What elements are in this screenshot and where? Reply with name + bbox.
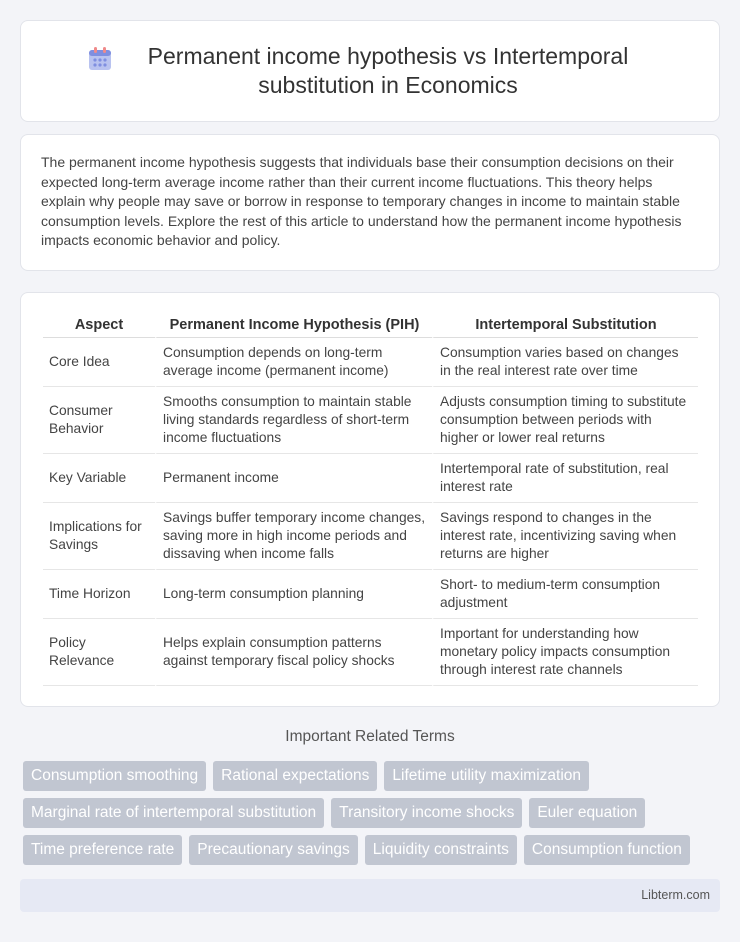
row-aspect: Policy Relevance [43, 619, 155, 686]
header-aspect: Aspect [43, 307, 155, 338]
tag-transitory-income-shocks[interactable]: Transitory income shocks [331, 798, 522, 828]
intro-card [20, 134, 720, 271]
header-intertemporal: Intertemporal Substitution [432, 307, 698, 338]
row-aspect: Time Horizon [43, 570, 155, 619]
row-intertemporal: Important for understanding how monetary policy impacts consumption through interest rate channels [432, 619, 698, 686]
table-row [43, 619, 698, 686]
tag-precautionary-savings[interactable]: Precautionary savings [189, 835, 358, 865]
table-row [43, 387, 698, 454]
row-intertemporal: Short- to medium-term consumption adjustment [432, 570, 698, 619]
row-pih: Savings buffer temporary income changes, saving more in high income periods and dissaving when income falls [155, 503, 432, 570]
row-intertemporal: Adjusts consumption timing to substitute consumption between periods with higher or lower real returns [432, 387, 698, 454]
tag-time-preference-rate[interactable]: Time preference rate [23, 835, 182, 865]
row-aspect: Key Variable [43, 454, 155, 503]
table-header-row [43, 307, 698, 338]
tag-consumption-smoothing[interactable]: Consumption smoothing [23, 761, 206, 791]
row-pih: Helps explain consumption patterns against temporary fiscal policy shocks [155, 619, 432, 686]
header-pih: Permanent Income Hypothesis (PIH) [155, 307, 432, 338]
row-intertemporal: Consumption varies based on changes in the real interest rate over time [432, 338, 698, 387]
table-row [43, 338, 698, 387]
tag-rational-expectations[interactable]: Rational expectations [213, 761, 377, 791]
row-intertemporal: Savings respond to changes in the interest rate, incentivizing saving when returns are higher [432, 503, 698, 570]
related-terms-title: Important Related Terms [285, 728, 455, 745]
tag-euler-equation[interactable]: Euler equation [529, 798, 645, 828]
row-pih: Long-term consumption planning [155, 570, 432, 619]
row-aspect: Consumer Behavior [43, 387, 155, 454]
row-pih: Permanent income [155, 454, 432, 503]
title-card [20, 20, 720, 122]
tag-row [23, 798, 723, 828]
tag-row [23, 835, 723, 865]
table-row [43, 570, 698, 619]
row-intertemporal: Intertemporal rate of substitution, real interest rate [432, 454, 698, 503]
calendar-icon [87, 46, 113, 72]
comparison-table [43, 307, 698, 686]
row-aspect: Implications for Savings [43, 503, 155, 570]
row-aspect: Core Idea [43, 338, 155, 387]
table-row [43, 454, 698, 503]
footer [20, 879, 720, 912]
tag-consumption-function[interactable]: Consumption function [524, 835, 690, 865]
tag-liquidity-constraints[interactable]: Liquidity constraints [365, 835, 517, 865]
tag-lifetime-utility-maximization[interactable]: Lifetime utility maximization [384, 761, 589, 791]
row-pih: Smooths consumption to maintain stable living standards regardless of short-term income fluctuations [155, 387, 432, 454]
tag-row [23, 761, 723, 791]
table-row [43, 503, 698, 570]
comparison-card [20, 292, 720, 707]
intro-paragraph: The permanent income hypothesis suggests that individuals base their consumption decisions on their expected long-term average income rather than their current income fluctuations. This theory helps explain why people may save or borrow in response to temporary changes in income to maintain stable consumption levels. Explore the rest of this article to understand how the permanent income hypothesis impacts economic behavior and policy. [41, 154, 682, 248]
tag-marginal-rate[interactable]: Marginal rate of intertemporal substitution [23, 798, 324, 828]
footer-site-link[interactable]: Libterm.com [641, 888, 710, 902]
row-pih: Consumption depends on long-term average income (permanent income) [155, 338, 432, 387]
related-terms [23, 761, 723, 872]
page-title: Permanent income hypothesis vs Intertemporal substitution in Economics [147, 43, 629, 98]
